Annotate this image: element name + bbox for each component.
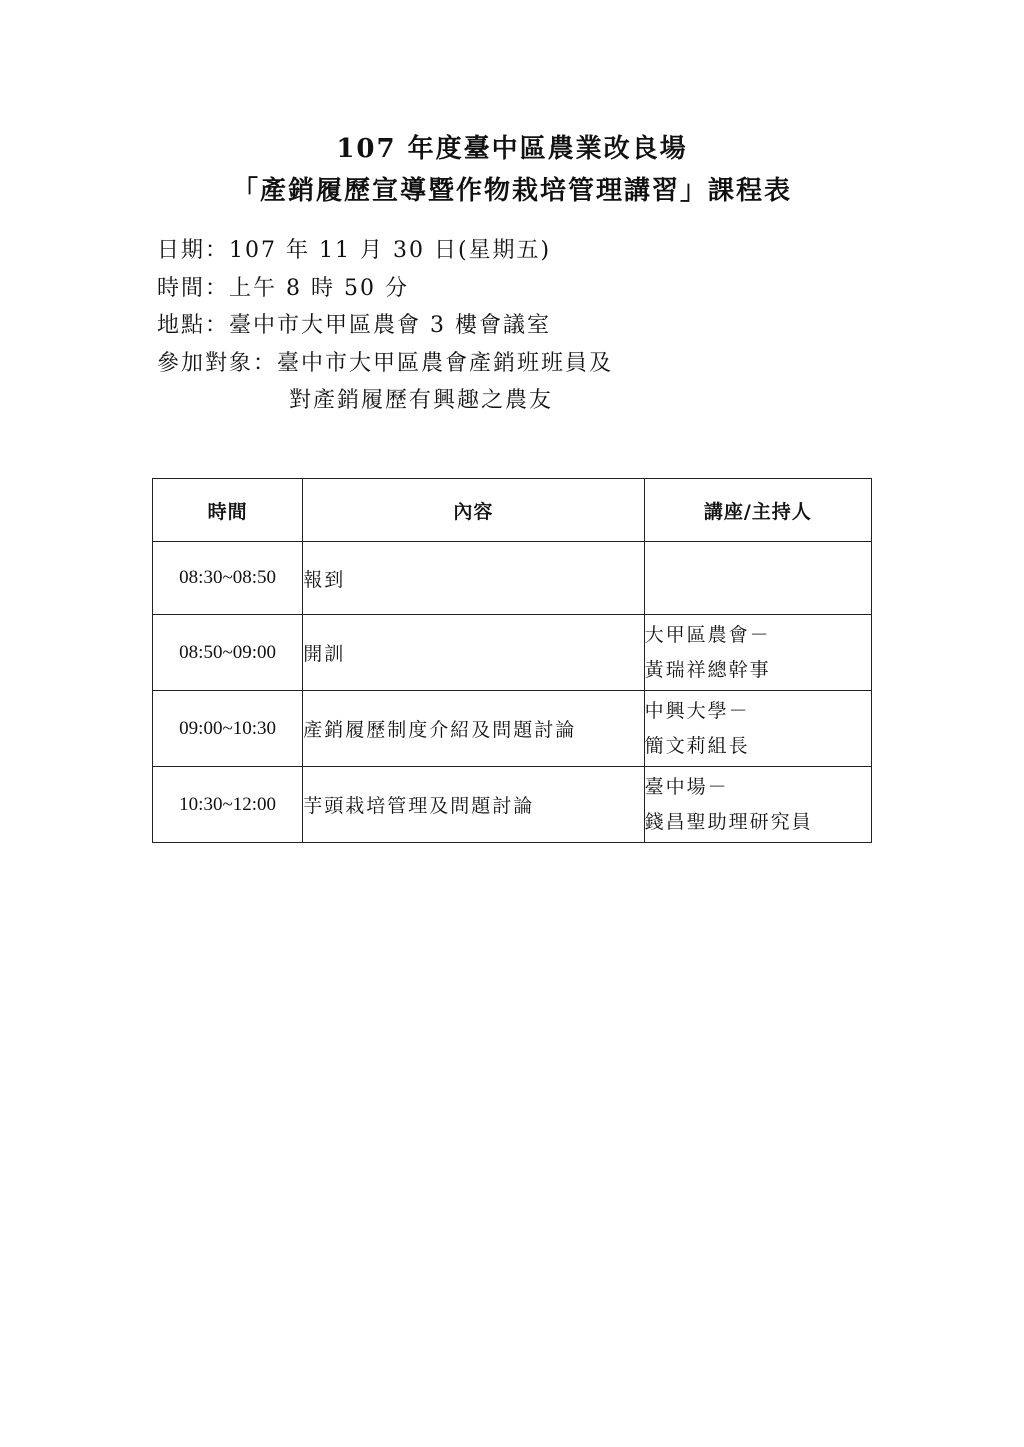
event-place: 地點：臺中市大甲區農會 3 樓會議室 (157, 313, 551, 338)
event-audience-continued: 對產銷履歷有興趣之農友 (289, 388, 554, 413)
row-content: 報到 (303, 542, 644, 615)
speaker-name: 黃瑞祥總幹事 (644, 658, 771, 681)
row-speaker (644, 691, 871, 767)
table-row (153, 691, 872, 767)
row-speaker (644, 615, 871, 691)
row-time: 08:30~08:50 (153, 542, 303, 615)
speaker-org: 大甲區農會－ (644, 623, 771, 646)
table-row (153, 615, 872, 691)
row-time: 09:00~10:30 (153, 691, 303, 767)
speaker-org: 臺中場－ (644, 775, 729, 798)
row-speaker (644, 767, 871, 843)
table-header-row (153, 479, 872, 542)
page-title: 107 年度臺中區農業改良場 (336, 134, 688, 164)
event-date: 日期：107 年 11 月 30 日(星期五) (157, 238, 552, 263)
speaker-org: 中興大學－ (644, 699, 750, 722)
event-info (157, 232, 613, 420)
row-time: 08:50~09:00 (153, 615, 303, 691)
row-content: 芋頭栽培管理及問題討論 (303, 767, 644, 843)
row-content: 開訓 (303, 615, 644, 691)
row-time: 10:30~12:00 (153, 767, 303, 843)
table-row (153, 542, 872, 615)
header-content: 內容 (303, 479, 644, 542)
speaker-name: 錢昌聖助理研究員 (644, 810, 813, 833)
page-subtitle: 「產銷履歷宣導暨作物栽培管理講習」課程表 (231, 176, 792, 206)
schedule-table (152, 478, 872, 843)
row-speaker (644, 542, 871, 615)
row-content: 產銷履歷制度介紹及問題討論 (303, 691, 644, 767)
header-time: 時間 (153, 479, 303, 542)
event-time: 時間：上午 8 時 50 分 (157, 275, 409, 301)
event-audience: 參加對象：臺中市大甲區農會產銷班班員及 (157, 350, 614, 376)
table-row (153, 767, 872, 843)
header-speaker: 講座/主持人 (644, 479, 871, 542)
speaker-name: 簡文莉組長 (644, 734, 750, 757)
